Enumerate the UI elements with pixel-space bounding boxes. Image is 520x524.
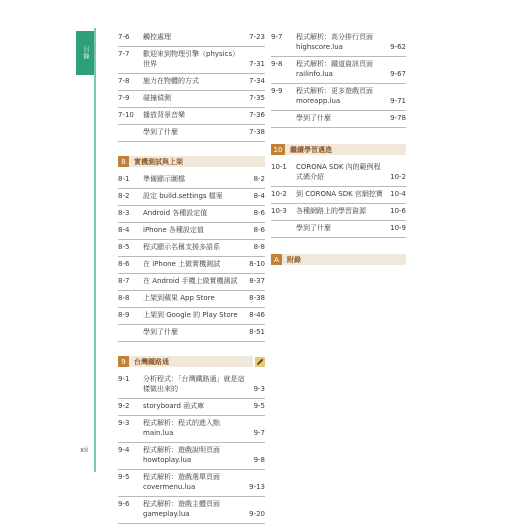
entry-number: 8-2 (118, 192, 130, 200)
toc-entry (118, 257, 265, 274)
toc-entry (118, 470, 265, 497)
entry-title: 觸控處理 (143, 33, 171, 41)
entry-page: 9-71 (390, 97, 406, 105)
toc-right-column (271, 30, 406, 270)
entry-title: storyboard 函式庫 (143, 402, 205, 410)
entry-title: 程式解析：高分排行頁面 highscore.lua (296, 33, 373, 51)
entry-page: 8-4 (253, 192, 265, 200)
entry-number: 8-9 (118, 311, 130, 319)
entry-number: 8-4 (118, 226, 130, 234)
entry-title: 程式解析：遊戲主體頁面 gameplay.lua (143, 500, 220, 518)
entry-number: 8-6 (118, 260, 130, 268)
entry-number: 9-4 (118, 446, 130, 454)
entry-title: 上架到蘋果 App Store (143, 294, 215, 302)
entry-number: 7-10 (118, 111, 134, 119)
entry-title: 學到了什麼 (296, 224, 331, 232)
entry-page: 7-35 (249, 94, 265, 102)
chapter-badge: 9 (118, 356, 129, 367)
entries-chapter-9 (118, 372, 265, 524)
entry-title: 上架到 Google 的 Play Store (143, 311, 238, 319)
entry-title: 到 CORONA SDK 官網挖寶 (296, 190, 383, 198)
toc-entry (118, 108, 265, 125)
entry-page: 9-20 (249, 510, 265, 518)
entry-title: 學到了什麼 (143, 128, 178, 136)
toc-entry (118, 372, 265, 399)
entry-page: 9-7 (253, 429, 265, 437)
entry-number: 10-2 (271, 190, 287, 198)
toc-entry (118, 223, 265, 240)
entry-number: 7-6 (118, 33, 130, 41)
toc-left-column (118, 30, 265, 524)
chapter-badge: 10 (271, 144, 285, 155)
entry-page: 8-2 (253, 175, 265, 183)
entry-number: 10-1 (271, 163, 287, 171)
entry-title: 播放背景音樂 (143, 111, 185, 119)
entry-number: 9-7 (271, 33, 283, 41)
entry-page: 9-8 (253, 456, 265, 464)
entry-title: 在 Android 手機上做實機測試 (143, 277, 238, 285)
entry-number: 10-3 (271, 207, 287, 215)
toc-entry (118, 91, 265, 108)
entry-title: 分析程式：「台灣鐵路通」就是這樣做出來的 (143, 375, 245, 393)
chapter-title: 繼續學習邁進 (285, 144, 406, 155)
entry-number: 9-5 (118, 473, 130, 481)
entry-title: 程式解析：遊戲選單頁面 covermenu.lua (143, 473, 220, 491)
toc-entry (118, 325, 265, 342)
pencil-icon (255, 357, 265, 367)
toc-entry (118, 74, 265, 91)
entry-page: 8-38 (249, 294, 265, 302)
chapter-title: 附錄 (282, 254, 406, 265)
entry-title: 學到了什麼 (143, 328, 178, 336)
entry-title: iPhone 各種設定值 (143, 226, 204, 234)
entry-page: 8-6 (253, 209, 265, 217)
entry-title: 歡迎來到物理引擎（physics）世界 (143, 50, 240, 68)
toc-entry (271, 57, 406, 84)
entry-number: 9-3 (118, 419, 130, 427)
entry-page: 9-13 (249, 483, 265, 491)
entry-page: 9-5 (253, 402, 265, 410)
entry-page: 10-9 (390, 224, 406, 232)
toc-entry (271, 221, 406, 238)
entry-number: 8-5 (118, 243, 130, 251)
entries-chapter-8 (118, 172, 265, 342)
entry-title: 程式解析：更多遊戲頁面 moreapp.lua (296, 87, 373, 105)
toc-entry (271, 204, 406, 221)
toc-entry (118, 189, 265, 206)
entry-page: 8-6 (253, 226, 265, 234)
entry-title: 程式解析：程式的進入點 main.lua (143, 419, 220, 437)
chapter-title: 台灣鐵路通 (129, 356, 253, 367)
toc-entry (118, 274, 265, 291)
entry-page: 7-23 (249, 33, 265, 41)
toc-entry (118, 443, 265, 470)
toc-entry (271, 30, 406, 57)
entry-number: 9-2 (118, 402, 130, 410)
chapter-9-header (118, 354, 265, 369)
entries-top-left (118, 30, 265, 142)
toc-entry (118, 47, 265, 74)
entry-number: 7-9 (118, 94, 130, 102)
toc-entry (118, 206, 265, 223)
entry-page: 7-36 (249, 111, 265, 119)
toc-entry (118, 497, 265, 524)
entry-title: 設定 build.settings 檔案 (143, 192, 223, 200)
entry-number: 8-7 (118, 277, 130, 285)
entry-title: 程式顯示名稱支援多語系 (143, 243, 220, 251)
chapter-10-header (271, 142, 406, 157)
entry-page: 10-2 (390, 173, 406, 181)
entry-page: 7-34 (249, 77, 265, 85)
entry-number: 8-3 (118, 209, 130, 217)
entry-title: 程式解析：遊戲說明頁面 howtoplay.lua (143, 446, 220, 464)
entry-title: 碰撞偵測 (143, 94, 171, 102)
chapter-badge: 8 (118, 156, 129, 167)
side-rule (94, 28, 96, 472)
toc-entry (271, 111, 406, 128)
entry-page: 8-10 (249, 260, 265, 268)
entry-title: 在 iPhone 上做實機測試 (143, 260, 221, 268)
toc-entry (118, 291, 265, 308)
chapter-title: 實機測試與上架 (129, 156, 265, 167)
entries-top-right (271, 30, 406, 128)
entry-title: 施力在物體的方式 (143, 77, 199, 85)
entry-page: 9-78 (390, 114, 406, 122)
toc-entry (118, 30, 265, 47)
entry-page: 9-67 (390, 70, 406, 78)
toc-side-tab: 目錄 (76, 31, 95, 75)
entry-page: 10-6 (390, 207, 406, 215)
entry-page: 9-62 (390, 43, 406, 51)
toc-entry (118, 125, 265, 142)
entries-chapter-10 (271, 160, 406, 238)
chapter-8-header (118, 154, 265, 169)
chapter-badge: A (271, 254, 282, 265)
entry-number: 7-7 (118, 50, 130, 58)
toc-entry (118, 172, 265, 189)
entry-number: 9-1 (118, 375, 130, 383)
entry-page: 8-37 (249, 277, 265, 285)
entry-page: 9-3 (253, 385, 265, 393)
toc-entry (271, 84, 406, 111)
entry-number: 8-1 (118, 175, 130, 183)
appendix-header (271, 252, 406, 267)
entry-title: 程式解析：鐵道資訊頁面 railinfo.lua (296, 60, 373, 78)
entry-page: 10-4 (390, 190, 406, 198)
entry-page: 8-46 (249, 311, 265, 319)
entry-page: 7-31 (249, 60, 265, 68)
toc-entry (118, 240, 265, 257)
entry-page: 8-8 (253, 243, 265, 251)
entry-page: 8-51 (249, 328, 265, 336)
entry-title: CORONA SDK 內的範例程式碼介紹 (296, 163, 381, 181)
entry-title: 各種網路上的學習資源 (296, 207, 366, 215)
entry-number: 9-6 (118, 500, 130, 508)
toc-entry (118, 399, 265, 416)
entry-title: 學到了什麼 (296, 114, 331, 122)
toc-entry (118, 416, 265, 443)
entry-number: 7-8 (118, 77, 130, 85)
toc-entry (118, 308, 265, 325)
toc-entry (271, 187, 406, 204)
page-number: xii (80, 446, 89, 454)
entry-title: Android 各種設定值 (143, 209, 208, 217)
entry-page: 7-38 (249, 128, 265, 136)
entry-number: 8-8 (118, 294, 130, 302)
toc-entry (271, 160, 406, 187)
entry-number: 9-8 (271, 60, 283, 68)
entry-number: 9-9 (271, 87, 283, 95)
entry-title: 準備顯示圖檔 (143, 175, 185, 183)
